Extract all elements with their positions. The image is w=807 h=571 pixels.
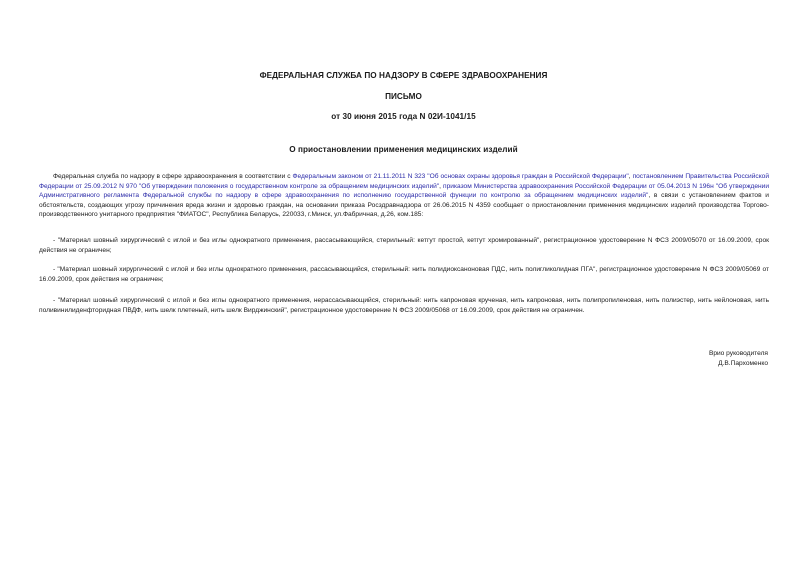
- federal-law-link[interactable]: Федеральным законом от 21.11.2011 N 323 "Об основах охраны здоровья граждан в Российской Федерации": [292, 173, 629, 180]
- list-item-polydioxanone: - "Материал шовный хирургический с иглой и без иглы однократного применения, рассасывающийся, стерильный: нить полидиоксаноновая ПДС, нить полигликолидная ПГА", регистрационное удостоверение N ФСЗ 2009/05069 от 16.09.2009, срок действия не ограничен;: [39, 266, 769, 283]
- document-subject: О приостановлении применения медицинских изделий: [289, 145, 518, 154]
- ministry-order-link[interactable]: приказом Министерства здравоохранения Российской Федерации от 05.04.2013 N 196н "Об утверждении Административного регламента Федеральной службы по надзору в сфере здравоохранения по исполнению государственной функции по контролю за обращением медицинских изделий": [39, 182, 769, 200]
- list-item-catgut: - "Материал шовный хирургический с иглой и без иглы однократного применения, рассасывающийся, стерильный: кетгут простой, кетгут хромированный", регистрационное удостоверение N ФСЗ 2009/05070 от 16.09.2009, срок действия не ограничен;: [39, 237, 769, 254]
- document-date-number: от 30 июня 2015 года N 02И-1041/15: [331, 112, 476, 121]
- intro-text-4: , в связи с установлением фактов и обстоятельств, создающих угрозу причинения вреда жизни и здоровью граждан, на основании приказа Росздравнадзора от 26.06.2015 N 4359 сообщает о приостановлении применения медицинских изделий производства Торгово-производственного унитарного предприятия "ФИАТОС", Республика Беларусь, 220033, г.Минск, ул.Фабричная, д.26, ком.185:: [39, 192, 769, 219]
- document-type: ПИСЬМО: [385, 92, 422, 101]
- signature-name: Д.В.Пархоменко: [718, 360, 768, 367]
- intro-text-1: Федеральная служба по надзору в сфере здравоохранения в соответствии с: [53, 173, 293, 180]
- intro-paragraph: [39, 172, 769, 220]
- government-decree-link[interactable]: постановлением Правительства Российской Федерации от 25.09.2012 N 970 "Об утверждении положения о государственном контроле за обращением медицинских изделий": [39, 173, 770, 190]
- list-item-nonabsorbable: - "Материал шовный хирургический с иглой и без иглы однократного применения, нерассасывающийся, стерильный: нить капроновая крученая, нить капроновая, нить полипропиленовая, нить полиэстер, нить нейлоновая, нить поливинилиденфторидная ПВДФ, нить шелк плетеный, нить шелк Вирджинский", регистрационное удостоверение N ФСЗ 2009/05068 от 16.09.2009, срок действия не ограничен.: [39, 297, 769, 314]
- signature-position: Врио руководителя: [708, 350, 768, 357]
- intro-text-3: ,: [439, 182, 444, 190]
- agency-title: ФЕДЕРАЛЬНАЯ СЛУЖБА ПО НАДЗОРУ В СФЕРЕ ЗДРАВООХРАНЕНИЯ: [259, 71, 548, 80]
- intro-text-2: ,: [628, 173, 633, 180]
